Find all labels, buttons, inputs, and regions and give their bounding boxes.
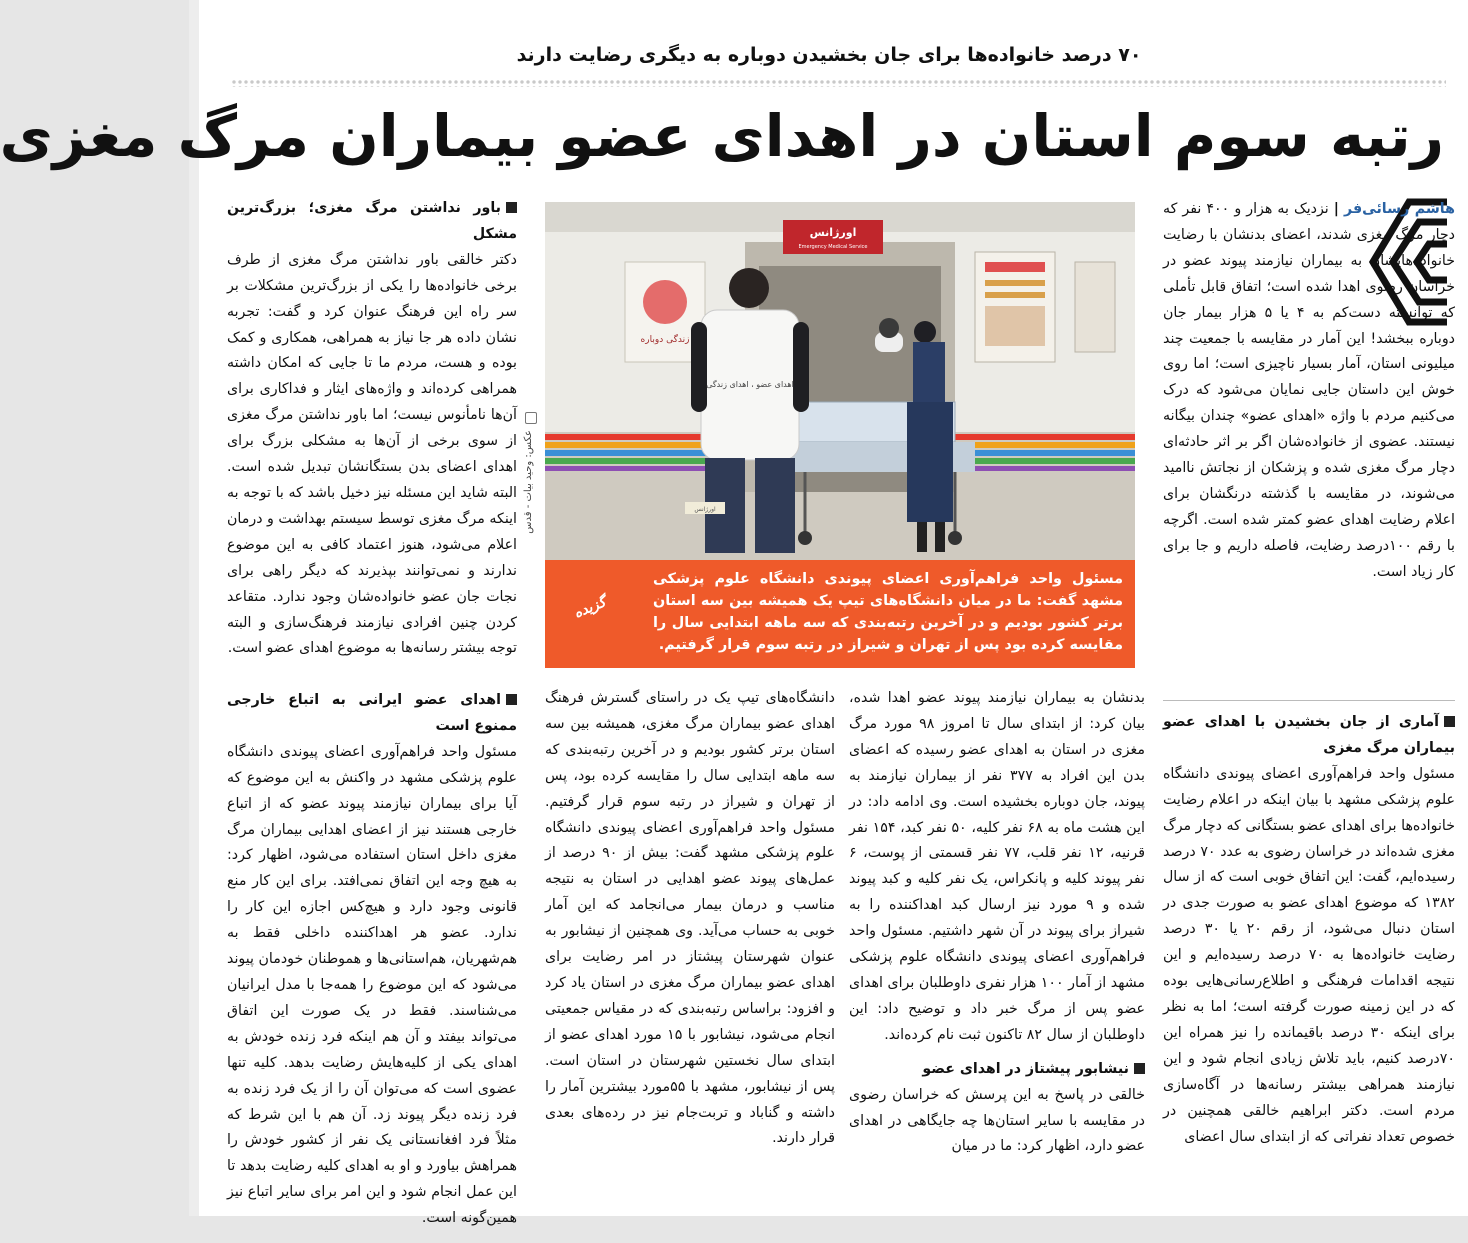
column-1-divider (1163, 700, 1455, 701)
news-photo (545, 202, 1135, 560)
body-paragraph: دکتر خالقی باور نداشتن مرگ مغزی از طرف برخی خانواده‌ها را یکی از بزرگ‌ترین مشکلات بر سر راه این فرهنگ عنوان کرد و گفت: تجربه نشان داده هر جا نیاز به همراهی، همکاری و کمک بوده و هست، مردم ما تا جایی که امکان داشته همراهی کرده‌اند و واژه‌های ایثار و فداکاری برای آن‌ها نامأنوس نیست؛ اما باور نداشتن مرگ مغزی از سوی برخی از آن‌ها به مشکلی بزرگ برای اهدای اعضای بدن بستگانشان تبدیل شده است. البته شاید این مسئله نیز دخیل باشد که با توجه به اینکه مرگ مغزی توسط سیستم بهداشت و درمان اعلام می‌شود، هنوز اعتماد کافی به این موضوع ندارند و نمی‌توانند بپذیرند که دیگر راهی برای نجات جان عضو خانواده‌شان وجود ندارد. متقاعد کردن چنین افرادی نیازمند فرهنگ‌سازی و البته توجه بیشتر رسانه‌ها به موضوع اهدای عضو است. (227, 251, 517, 657)
subhead-text: نیشابور پیشتاز در اهدای عضو (922, 1060, 1129, 1077)
poster-label: زندگی دوباره (640, 335, 690, 345)
camera-icon (525, 412, 537, 424)
sign-subtext: Emergency Medical Service (798, 244, 868, 250)
subhead-foreigners (227, 688, 517, 740)
byline: هاشم رسائی‌فر (1344, 201, 1455, 217)
photo-credit: عکس: وحید بیات - قدس (523, 430, 534, 534)
door-sign-text: اورژانس (694, 506, 716, 513)
body-paragraph: بدنشان به بیماران نیازمند پیوند عضو اهدا شده، بیان کرد: از ابتدای سال تا امروز ۹۸ مورد مرگ مغزی در استان به اهدای عضو رسیده که اعضای بدن این افراد به ۳۷۷ نفر از بیماران نیازمند به پیوند، جان دوباره بخشیده است. وی ادامه داد: در این هشت ماه به ۶۸ نفر کلیه، ۵۰ نفر کبد، ۱۵۴ نفر قرنیه، ۱۲ نفر قلب، ۷۷ نفر قسمتی از پوست، ۶ نفر پیوند کلیه و پانکراس، یک نفر کلیه و کبد پیوند شده و ۹ مورد نیز ارسال کبد اهداکننده را به شیراز برای پیوند در آن شهر داشتیم. مسئول واحد فراهم‌آوری اعضای پیوندی دانشگاه علوم پزشکی مشهد از آمار ۱۰۰ هزار نفری داوطلبان برای اهدای عضو پس از مرگ خبر داد و توضیح داد: این داوطلبان از سال ۸۲ تاکنون ثبت نام کرده‌اند. (849, 690, 1146, 1043)
subhead-text: باور نداشتن مرگ مغزی؛ بزرگ‌ترین مشکل (227, 200, 517, 242)
sign-text: اورژانس (809, 226, 857, 239)
intro-text: نزدیک به هزار و ۴۰۰ نفر که دچار مرگ مغزی شدند، اعضای بدنشان با رضایت خانواده‌هایشان به بیماران نیازمند پیوند عضو در خراسان رضوی اهدا شده است؛ اتفاق قابل تأملی که توانسته دست‌کم به ۴ یا ۵ هزار بیمار جان دوباره ببخشد! این آمار در مقایسه با جمعیت چند میلیونی استان، آمار بسیار ناچیزی است؛ اما روی خوش این داستان جایی نمایان می‌شود که درک می‌کنیم مردم با واژه «اهدای عضو» چندان بیگانه نیستند. عضوی از خانواده‌شان اگر بر اثر حادثه‌ای دچار مرگ مغزی شده و پزشکان از نجاتش ناامید می‌شوند، در مقایسه با گذشته درنگشان برای اعلام رضایت اهدای عضو کمتر شده است. اگرچه با رقم ۱۰۰درصد رضایت، فاصله داریم و جا برای کار زیاد است. (1163, 201, 1455, 580)
body-paragraph: دانشگاه‌های تیپ یک در راستای گسترش فرهنگ اهدای عضو بیماران مرگ مغزی، همیشه بین سه استان برتر کشور بودیم و در آخرین رتبه‌بندی که سه ماهه ابتدایی سال را مقایسه کرده بود، پس از تهران و شیراز در رتبه سوم قرار گرفتیم. مسئول واحد فراهم‌آوری اعضای پیوندی دانشگاه علوم پزشکی مشهد گفت: بیش از ۹۰ درصد از عمل‌های پیوند عضو اهدایی در استان به نتیجه مناسب و درمان بیمار می‌انجامد که این آمار خوبی به حساب می‌آید. وی همچنین از نیشابور به عنوان شهرستان پیشتاز در امر رضایت برای اهدای عضو بیماران مرگ مغزی در استان یاد کرد و افزود: براساس رتبه‌بندی که در مقیاس جمعیتی انجام می‌شود، نیشابور با ۱۵ مورد اهدای عضو از ابتدای سال نخستین شهرستان در استان است. پس از نیشابور، مشهد با ۵۵مورد بیشترین آمار را داشته و گناباد و تربت‌جام نیز در رده‌های بعدی قرار دارند. (545, 690, 836, 1147)
page-left-margin (189, 0, 199, 1216)
column-4-lower (227, 688, 517, 1227)
caption-text: مسئول واحد فراهم‌آوری اعضای پیوندی دانشگاه علوم پزشکی مشهد گفت: ما در میان دانشگاه‌های تیپ یک همیشه بین سه استان برتر کشور بودیم و در آخرین رتبه‌بندی که سه ماهه ابتدایی سال را مقایسه کرده بود پس از تهران و شیراز در رتبه سوم قرار گرفتیم. (653, 571, 1123, 653)
body-paragraph: مسئول واحد فراهم‌آوری اعضای پیوندی دانشگاه علوم پزشکی مشهد با بیان اینکه در اعلام رضایت خانواده‌ها برای اهدای عضو بستگانی که دچار مرگ مغزی شده‌اند در خراسان رضوی به عدد ۷۰ درصد رسیده‌ایم، گفت: این اتفاق خوبی است که از سال ۱۳۸۲ که موضوع اهدای عضو به صورت جدی در استان دنبال می‌شود، از رقم ۲۰ یا ۳۰ درصد رضایت خانواده‌ها به ۷۰ درصد رسیده‌ایم و این نتیجه اقدامات فرهنگی و اطلاع‌رسانی‌هایی بوده که در این زمینه صورت گرفته است؛ اما به نظر برای اینکه ۳۰ درصد باقیمانده را نیز همراه این ۷۰درصد کنیم، باید تلاش زیادی انجام شود و این نیازمند همراهی بیشتر رسانه‌ها در آگاه‌سازی مردم است. دکتر ابراهیم خالقی همچنین در خصوص تعداد نفراتی که از ابتدای سال اعضای (1163, 765, 1455, 1145)
column-1 (1163, 197, 1455, 683)
photo-caption-box (545, 560, 1135, 668)
square-bullet-icon (506, 202, 517, 213)
subhead-text: اهدای عضو ایرانی به اتباع خارجی ممنوع است (227, 692, 517, 734)
square-bullet-icon (506, 694, 517, 705)
column-3 (545, 686, 835, 1211)
square-bullet-icon (1444, 716, 1455, 727)
column-4 (227, 196, 517, 666)
caption-badge: گزیده (571, 594, 609, 622)
subhead-text: آماری از جان بخشیدن با اهدای عضو بیماران مرگ مغزی (1163, 714, 1455, 756)
kicker: ۷۰ درصد خانواده‌ها برای جان بخشیدن دوباره به دیگری رضایت دارند (516, 44, 1142, 66)
vest-text: اهدای عضو ، اهدای زندگی (706, 380, 794, 389)
body-paragraph: مسئول واحد فراهم‌آوری اعضای پیوندی دانشگاه علوم پزشکی مشهد در واکنش به این موضوع که آیا برای بیماران نیازمند پیوند عضو که از اتباع خارجی هستند نیز از اعضای اهدایی بیماران مرگ مغزی داخل استان استفاده می‌شود، اظهار کرد: به هیچ وجه این اتفاق نمی‌افتد. برای این کار منع قانونی وجود دارد و هیچ‌کس اجازه این کار را ندارد. عضو هر اهداکننده داخلی فقط به هم‌شهریان، هم‌استانی‌ها و هموطنان خودمان پیوند می‌شود که این موضوع را همه‌جا با مدل ایرانیان می‌شناسند. فقط در یک صورت این اتفاق می‌تواند بیفتد و آن هم اینکه فرد زنده خودش به اهدای یکی از کلیه‌هایش رضایت بدهد. کلیه تنها عضوی است که می‌توان آن را از یک فرد زنده به فرد زنده دیگر پیوند زد. آن هم با این شرط که مثلاً فرد افغانستانی یک نفر از کشور خودش را همراهش بیاورد و او به اهدای کلیه رضایت بدهد تا این عمل انجام شود و این امر برای سایر اتباع نیز همین‌گونه است. (227, 743, 517, 1227)
intro-paragraph: هاشم رسائی‌فر | نزدیک به هزار و ۴۰۰ نفر که دچار مرگ مغزی شدند، اعضای بدنشان با رضایت خانواده‌هایشان به بیماران نیازمند پیوند عضو در خراسان رضوی اهدا شده است؛ اتفاق قابل تأملی که توانسته دست‌کم به ۴ یا ۵ هزار بیمار جان دوباره ببخشد! این آمار در مقایسه با جمعیت چند میلیونی استان، آمار بسیار ناچیزی است؛ اما روی خوش این داستان جایی نمایان می‌شود که درک می‌کنیم مردم با واژه «اهدای عضو» چندان بیگانه نیستند. عضوی از خانواده‌شان اگر بر اثر حادثه‌ای دچار مرگ مغزی شده و پزشکان از نجاتش ناامید می‌شوند، در مقایسه با گذشته درنگشان برای اعلام رضایت اهدای عضو کمتر شده است. اگرچه با رقم ۱۰۰درصد رضایت، فاصله داریم و جا برای کار زیاد است. (1163, 201, 1455, 580)
subhead-disbelief (227, 196, 517, 248)
body-paragraph: خالقی در پاسخ به این پرسش که خراسان رضوی در مقایسه با سایر استان‌ها چه جایگاهی در اهدای عضو دارد، اظهار کرد: ما در میان (849, 1086, 1145, 1155)
square-bullet-icon (1134, 1063, 1145, 1074)
hospital-photo-illustration (545, 202, 1135, 560)
headline: رتبه سوم استان در اهدای عضو بیماران مرگ مغزی (0, 102, 1444, 170)
subhead-statistics (1163, 710, 1455, 762)
dotted-rule (231, 79, 1446, 87)
subhead-neyshabur (849, 1057, 1145, 1083)
column-1-lower (1163, 710, 1455, 1210)
column-2 (849, 686, 1145, 1211)
